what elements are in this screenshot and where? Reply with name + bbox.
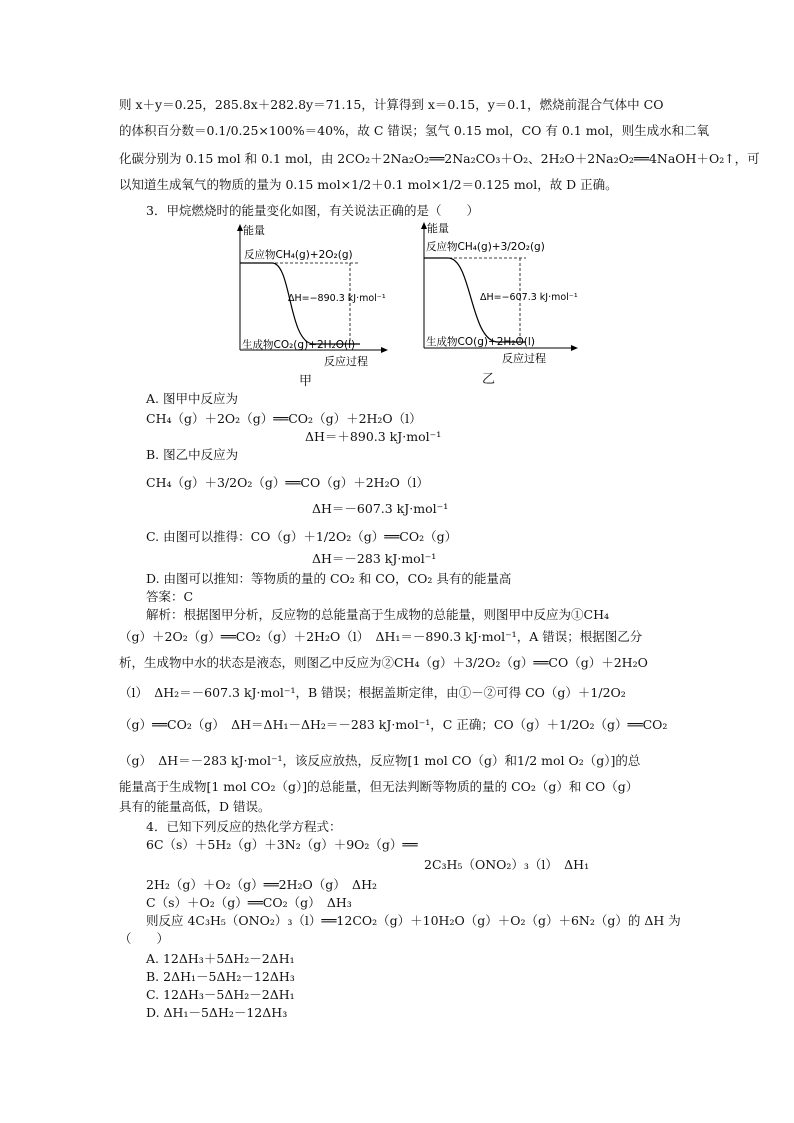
option-c: C. 12ΔH₃－5ΔH₂－2ΔH₁ [146,987,295,1002]
equation: 6C（s）＋5H₂（g）＋3N₂（g）＋9O₂（g）══ [146,837,418,852]
reactant-label: 反应物CH₄(g)+3/2O₂(g) [426,241,545,253]
analysis-line: （g）══CO₂（g） ΔH＝ΔH₁－ΔH₂＝－283 kJ·mol⁻¹，C 正确；CO（g）＋1/2O₂（g）══CO₂ [119,717,668,732]
analysis-line: 解析：根据图甲分析，反应物的总能量高于生成物的总能量，则图甲中反应为①CH₄ [146,607,609,622]
analysis-line: （l） ΔH₂＝－607.3 kJ·mol⁻¹，B 错误；根据盖斯定律，由①－②可得 CO（g）＋1/2O₂ [119,685,626,700]
option-b: B. 2ΔH₁－5ΔH₂－12ΔH₃ [146,969,295,984]
question-4-stem: 4．已知下列反应的热化学方程式： [146,819,342,834]
answer-blank: （ ） [119,931,170,946]
enthalpy: ΔH＝－283 kJ·mol⁻¹ [312,551,437,566]
equation: 2H₂（g）＋O₂（g）══2H₂O（g） ΔH₂ [146,877,377,892]
analysis-line: 析，生成物中水的状态是液态，则图乙中反应为②CH₄（g）＋3/2O₂（g）══CO（g）＋2H₂O [119,655,648,670]
x-axis-label: 反应过程 [324,355,368,368]
product-label: 生成物CO₂(g)+2H₂O(l) [242,339,356,351]
text-line: 化碳分别为 0.15 mol 和 0.1 mol，由 2CO₂＋2Na₂O₂══2Na₂CO₃＋O₂、2H₂O＋2Na₂O₂══4NaOH＋O₂↑，可 [119,151,760,166]
enthalpy: ΔH＝＋890.3 kJ·mol⁻¹ [305,429,442,444]
equation: C（s）＋O₂（g）══CO₂（g） ΔH₃ [146,895,352,910]
analysis-line: （g） ΔH＝－283 kJ·mol⁻¹，该反应放热，反应物[1 mol CO（g）和1/2 mol O₂（g）]的总 [119,753,641,768]
question-3-stem: 3．甲烷燃烧时的能量变化如图，有关说法正确的是（ ） [146,203,479,218]
analysis-line: 具有的能量高低，D 错误。 [119,799,271,814]
equation: CH₄（g）＋3/2O₂（g）══CO（g）＋2H₂O（l） [146,475,429,490]
option-a: A. 图甲中反应为 [146,391,238,406]
option-c: C. 由图可以推得：CO（g）＋1/2O₂（g）══CO₂（g） [146,529,458,544]
y-axis-label: 能量 [427,222,449,235]
figure-caption-yi: 乙 [482,372,496,387]
enthalpy: ΔH＝－607.3 kJ·mol⁻¹ [312,501,449,516]
equation: CH₄（g）＋2O₂（g）══CO₂（g）＋2H₂O（l） [146,411,422,426]
text-line: 的体积百分数＝0.1/0.25×100%＝40%，故 C 错误；氢气 0.15 mol，CO 有 0.1 mol，则生成水和二氧 [119,123,710,138]
analysis-line: 能量高于生成物[1 mol CO₂（g）]的总能量，但无法判断等物质的量的 CO₂（g）和 CO（g） [119,779,639,794]
text-line: 以知道生成氧气的物质的量为 0.15 mol×1/2＋0.1 mol×1/2＝0.125 mol，故 D 正确。 [119,177,618,192]
analysis-line: （g）＋2O₂（g）══CO₂（g）＋2H₂O（l） ΔH₁＝－890.3 kJ·mol⁻¹，A 错误；根据图乙分 [119,629,643,644]
y-axis-label: 能量 [243,224,265,237]
figure-caption-jia: 甲 [299,374,313,389]
option-b: B. 图乙中反应为 [146,447,239,462]
question-4-prompt: 则反应 4C₃H₅（ONO₂）₃（l）══12CO₂（g）＋10H₂O（g）＋O₂（g）＋6N₂（g）的 ΔH 为 [146,913,681,928]
text-line: 则 x＋y＝0.25，285.8x＋282.8y＝71.15，计算得到 x＝0.15，y＝0.1，燃烧前混合气体中 CO [119,97,664,112]
option-d: D. 由图可以推知：等物质的量的 CO₂ 和 CO，CO₂ 具有的能量高 [146,571,512,586]
energy-diagram-jia [232,222,392,372]
product-label: 生成物CO(g)+2H₂O(l) [426,336,535,348]
equation: 2C₃H₅（ONO₂）₃（l） ΔH₁ [424,857,590,872]
energy-diagram-yi [416,220,586,370]
option-a: A. 12ΔH₃＋5ΔH₂－2ΔH₁ [146,951,295,966]
reactant-label: 反应物CH₄(g)+2O₂(g) [244,249,353,261]
delta-h-label: ΔH=−890.3 kJ·mol⁻¹ [288,293,386,304]
option-d: D. ΔH₁－5ΔH₂－12ΔH₃ [146,1005,288,1020]
delta-h-label: ΔH=−607.3 kJ·mol⁻¹ [480,292,578,303]
x-axis-label: 反应过程 [502,352,546,365]
answer: 答案：C [146,589,194,604]
